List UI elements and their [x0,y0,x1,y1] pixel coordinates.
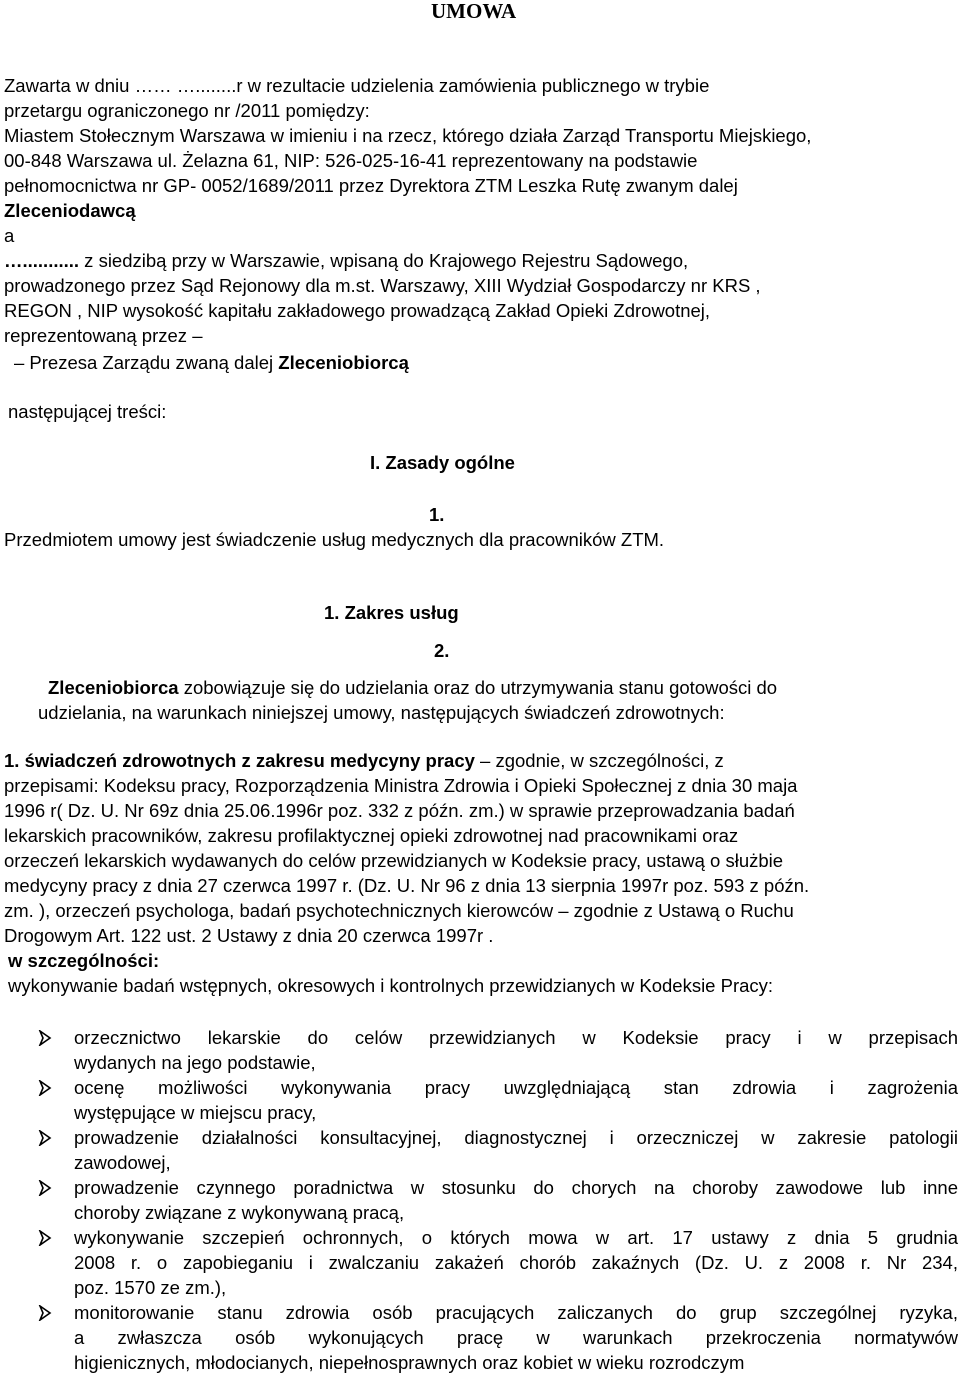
section-heading: 1. Zakres usług [324,602,459,623]
intro-line: prowadzonego przez Sąd Rejonowy dla m.st. Warszawy, XIII Wydział Gospodarczy nr KRS , [4,275,761,296]
paragraph-text: udzielania, na warunkach niniejszej umowy, następujących świadczeń zdrowotnych: [38,702,725,723]
bullet-line: prowadzenie działalności konsultacyjnej, diagnostycznej i orzeczniczej w zakresie patologii [74,1127,958,1148]
intro-line: reprezentowaną przez – [4,325,203,346]
bullet-line: wydanych na jego podstawie, [74,1052,316,1073]
bullet-line: orzecznictwo lekarskie do celów przewidzianych w Kodeksie pracy i w przepisach [74,1027,958,1048]
item-line: Drogowym Art. 122 ust. 2 Ustawy z dnia 20 czerwca 1997r . [4,925,494,946]
arrow-bullet-icon [38,1230,52,1246]
bullet-line: monitorowanie stanu zdrowia osób pracujących zaliczanych do grup szczególnej ryzyka, [74,1302,958,1323]
bullet-line: poz. 1570 ze zm.), [74,1277,227,1298]
intro-line: – Prezesa Zarządu zwaną dalej Zleceniobiorcą [14,352,409,373]
intro-line: następującej treści: [8,401,167,422]
arrow-bullet-icon [38,1080,52,1096]
arrow-bullet-icon [38,1030,52,1046]
subheading: w szczególności: [8,950,160,971]
paragraph-text: Przedmiotem umowy jest świadczenie usług medycznych dla pracowników ZTM. [4,529,665,550]
intro-line: 00-848 Warszawa ul. Żelazna 61, NIP: 526-025-16-41 reprezentowany na podstawie [4,150,698,171]
contractor-name-placeholder: …........... [4,250,80,271]
item-line: przepisami: Kodeksu pracy, Rozporządzenia Ministra Zdrowia i Opieki Społecznej z dnia 30 maja [4,775,798,796]
intro-line: …........... z siedzibą przy w Warszawie, wpisaną do Krajowego Rejestru Sądowego, [4,250,689,271]
bullet-line: higienicznych, młodocianych, niepełnosprawnych oraz kobiet w wieku rozrodczym [74,1352,745,1373]
intro-line: REGON , NIP wysokość kapitału zakładowego prowadzącą Zakład Opieki Zdrowotnej, [4,300,711,321]
bullet-line: wykonywanie szczepień ochronnych, o których mowa w art. 17 ustawy z dnia 5 grudnia [74,1227,958,1248]
section-heading: I. Zasady ogólne [370,452,515,473]
intro-line: pełnomocnictwa nr GP- 0052/1689/2011 przez Dyrektora ZTM Leszka Rutę zwanym dalej [4,175,738,196]
bullet-line: 2008 r. o zapobieganiu i zwalczaniu zakażeń chorób zakaźnych (Dz. U. z 2008 r. Nr 234, [74,1252,958,1273]
paragraph-number: 2. [434,640,450,661]
item-line: medycyny pracy z dnia 27 czerwca 1997 r. (Dz. U. Nr 96 z dnia 13 sierpnia 1997r poz. 593 z późn. [4,875,810,896]
item-line: wykonywanie badań wstępnych, okresowych i kontrolnych przewidzianych w Kodeksie Pracy: [8,975,774,996]
bullet-line: a zwłaszcza osób wykonujących pracę w warunkach przekroczenia normatywów [74,1327,958,1348]
intro-line: przetargu ograniczonego nr /2011 pomiędzy: [4,100,370,121]
bullet-line: prowadzenie czynnego poradnictwa w stosunku do chorych na choroby zawodowe lub inne [74,1177,958,1198]
bullet-line: choroby związane z wykonywaną pracą, [74,1202,405,1223]
item-line: 1996 r( Dz. U. Nr 69z dnia 25.06.1996r poz. 332 z późn. zm.) w sprawie przeprowadzania badań [4,800,795,821]
bullet-line: występujące w miejscu pracy, [74,1102,317,1123]
party-contractor-label: Zleceniobiorcą [278,352,409,373]
item-line: zm. ), orzeczeń psychologa, badań psychotechnicznych kierowców – zgodnie z Ustawą o Ruchu [4,900,794,921]
paragraph-text: Zleceniobiorca zobowiązuje się do udzielania oraz do utrzymywania stanu gotowości do [48,677,778,698]
intro-line: Miastem Stołecznym Warszawa w imieniu i na rzecz, którego działa Zarząd Transportu Miejskiego, [4,125,812,146]
party-client-label: Zleceniodawcą [4,200,136,221]
item-line: 1. świadczeń zdrowotnych z zakresu medycyny pracy – zgodnie, w szczególności, z [4,750,724,771]
intro-line: a [4,225,15,246]
paragraph-number: 1. [429,504,445,525]
document-title: UMOWA [431,0,517,23]
arrow-bullet-icon [38,1130,52,1146]
arrow-bullet-icon [38,1305,52,1321]
item-heading: 1. świadczeń zdrowotnych z zakresu medycyny pracy [4,750,475,771]
bullet-line: ocenę możliwości wykonywania pracy uwzględniającą stan zdrowia i zagrożenia [74,1077,958,1098]
arrow-bullet-icon [38,1180,52,1196]
item-line: orzeczeń lekarskich wydawanych do celów przewidzianych w Kodeksie pracy, ustawą o służbie [4,850,784,871]
item-line: lekarskich pracowników, zakresu profilaktycznej opieki zdrowotnej nad pracownikami oraz [4,825,739,846]
intro-line: Zawarta w dniu …… …........r w rezultacie udzielenia zamówienia publicznego w trybie [4,75,710,96]
bullet-line: zawodowej, [74,1152,171,1173]
